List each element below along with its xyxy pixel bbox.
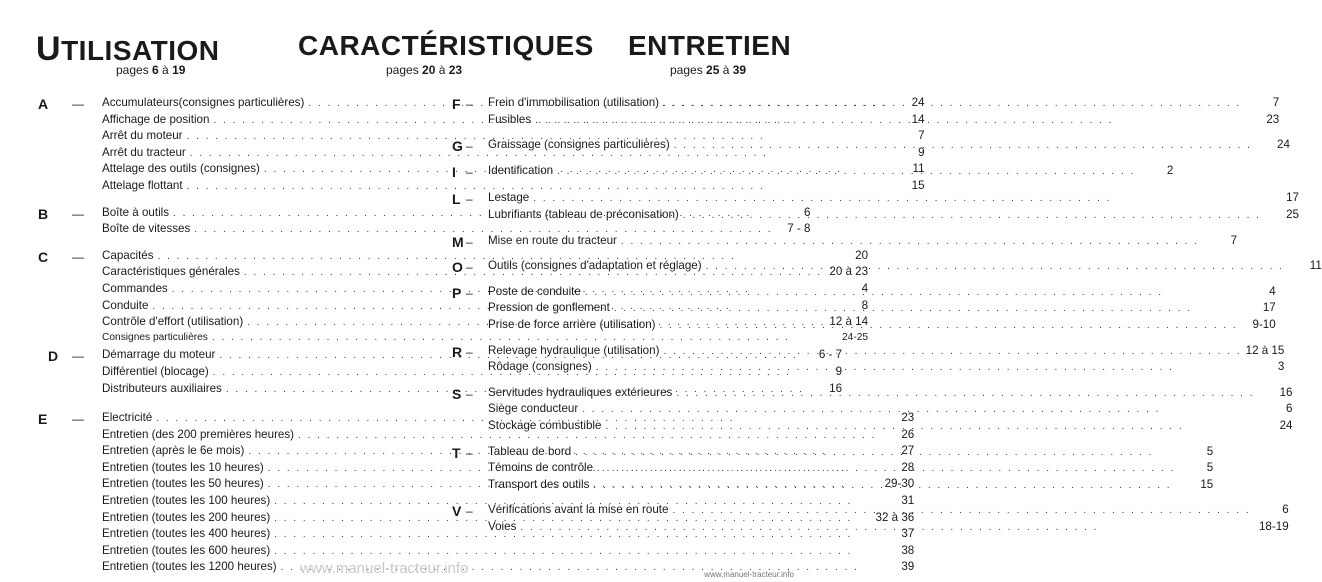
section-dash: —	[72, 249, 84, 264]
entry-page: 12 à 14	[829, 315, 869, 329]
section-letter: C	[38, 248, 49, 265]
leader-dots	[605, 421, 1254, 432]
watermark-text: www.manuel-tracteur.info	[300, 560, 469, 577]
leader-dots	[597, 460, 1175, 474]
entry-page: 12 à 15	[1245, 343, 1285, 357]
entry-page: 24-25	[842, 331, 869, 343]
index-entry[interactable]	[488, 259, 1322, 279]
entry-label: Electricité	[102, 411, 153, 425]
section-letter: L	[452, 191, 461, 208]
index-entry[interactable]	[488, 360, 1284, 377]
entry-page: 31	[901, 494, 915, 508]
entry-label: Caractéristiques générales	[102, 265, 240, 279]
leader-dots	[621, 236, 1199, 247]
entry-label: Commandes	[102, 281, 168, 295]
pages-start: 25	[706, 63, 720, 77]
leader-dots	[663, 98, 1241, 109]
index-entry[interactable]	[488, 164, 1173, 181]
index-entry[interactable]	[488, 478, 1213, 495]
entry-page: 26	[901, 427, 915, 441]
entry-label: Frein d'immobilisation (utilisation)	[488, 96, 660, 109]
entry-page: 4	[1269, 284, 1276, 298]
section-dash: —	[72, 97, 84, 111]
section-items	[488, 96, 1279, 129]
entry-page: 27	[901, 444, 915, 458]
entry-page: 18-19	[1258, 519, 1289, 533]
entry-label: Entretien (toutes les 50 heures)	[102, 477, 264, 491]
entry-label: Entretien (toutes les 400 heures)	[102, 527, 271, 541]
entry-page: 24	[1277, 138, 1290, 152]
section-dash: —	[72, 412, 84, 427]
entry-label: Entretien (toutes les 1200 heures)	[102, 560, 277, 574]
entry-page: 28	[901, 460, 915, 474]
entry-label: Fusibles	[488, 112, 532, 126]
leader-dots	[582, 404, 1254, 415]
section-dash: –	[466, 344, 473, 359]
entry-label: Poste de conduite	[488, 284, 581, 298]
section-items	[488, 234, 1237, 251]
entry-label: Relevage hydraulique (utilisation)	[488, 343, 660, 357]
entry-label: Lestage	[488, 191, 530, 205]
section-dash: –	[466, 504, 473, 519]
section-dash: –	[466, 234, 473, 249]
leader-dots	[674, 140, 1252, 151]
pages-start: 20	[422, 63, 436, 77]
index-entry[interactable]	[488, 285, 1276, 302]
section-items	[488, 138, 1290, 155]
entry-page: 8	[861, 298, 869, 312]
entry-page: 32 à 36	[875, 510, 915, 524]
pages-end: 19	[172, 63, 186, 77]
entry-page: 39	[901, 560, 915, 574]
index-entry[interactable]	[488, 234, 1237, 251]
entry-label: Boîte à outils	[102, 205, 170, 219]
entry-page: 24	[1279, 418, 1293, 432]
entry-page: 6	[804, 205, 811, 219]
entry-page: 9	[918, 145, 925, 159]
entry-label: Entretien (toutes les 600 heures)	[102, 543, 271, 557]
entry-label: Attelage flottant	[102, 178, 183, 192]
entry-page: 20	[855, 248, 869, 262]
pages-prefix: pages	[670, 63, 707, 77]
section-dash: –	[466, 164, 473, 179]
section-items	[488, 259, 1322, 279]
entry-page: 5	[1206, 461, 1214, 475]
entry-page: 14	[911, 112, 925, 126]
entry-label: Consignes particulières	[102, 331, 208, 343]
entry-label: Accumulateurs(consignes particulières)	[102, 96, 305, 109]
index-entry[interactable]	[488, 445, 1213, 462]
section-m	[452, 233, 1238, 251]
section-items	[488, 285, 1276, 335]
heading-utilisation-initial: U	[36, 30, 62, 68]
entry-page: 24	[911, 96, 925, 109]
entry-label: Stockage combustible	[488, 418, 602, 432]
index-entry[interactable]	[488, 520, 1289, 537]
leader-dots	[676, 388, 1254, 399]
leader-dots	[706, 261, 1284, 272]
section-letter: S	[452, 385, 462, 402]
heading-entretien: ENTRETIEN	[628, 30, 792, 61]
index-entry[interactable]	[488, 205, 1299, 225]
section-dash: –	[466, 285, 473, 300]
entry-page: 7	[1272, 96, 1280, 109]
section-items	[488, 191, 1299, 224]
entry-label: Différentiel (blocage)	[102, 364, 209, 378]
index-entry[interactable]	[488, 96, 1279, 113]
entry-page: 11	[1309, 259, 1322, 273]
section-letter: B	[38, 205, 49, 222]
entry-label: Capacités	[102, 248, 154, 262]
entry-page: 17	[1262, 301, 1276, 315]
pages-utilisation	[116, 64, 185, 76]
section-letter: D	[48, 348, 59, 365]
section-dash: –	[466, 445, 473, 460]
entry-label: Transport des outils	[488, 477, 590, 491]
section-dash: –	[466, 386, 473, 401]
entry-label: Prise de force arrière (utilisation)	[488, 317, 656, 331]
entry-page: 23	[1266, 112, 1280, 126]
leader-dots	[663, 346, 1241, 357]
entry-label: Tableau de bord	[488, 444, 572, 458]
entry-label: Servitudes hydrauliques extérieures	[488, 385, 673, 399]
index-entry[interactable]	[488, 138, 1290, 155]
index-entry[interactable]	[488, 191, 1299, 208]
section-items	[488, 344, 1284, 377]
entry-label: Affichage de position	[102, 112, 210, 126]
entry-page: 37	[901, 527, 915, 541]
entry-label: Attelage des outils (consignes)	[102, 162, 260, 176]
index-entry[interactable]	[488, 386, 1293, 403]
entry-page: 7	[1230, 233, 1238, 247]
leader-dots	[533, 193, 1261, 204]
section-dash: –	[466, 97, 473, 111]
section-dash: –	[466, 260, 473, 275]
section-letter: O	[452, 259, 463, 276]
entry-page: 17	[1286, 191, 1299, 205]
entry-label: Témoins de contrôle	[488, 461, 594, 475]
section-items	[488, 386, 1293, 436]
pages-sep: à	[158, 63, 173, 77]
section-letter: P	[452, 284, 462, 301]
section-letter: G	[452, 138, 463, 155]
section-dash: –	[466, 192, 473, 207]
section-letter: E	[38, 411, 48, 428]
entry-page: 16	[1279, 385, 1293, 399]
entry-page: 6 - 7	[818, 348, 843, 362]
section-dash: –	[466, 139, 473, 154]
entry-page: 6	[1282, 503, 1289, 517]
entry-page: 7	[918, 129, 925, 143]
entry-page: 15	[911, 178, 925, 192]
pages-end: 23	[448, 63, 463, 77]
entry-label: Boîte de vitesses	[102, 222, 191, 236]
pages-prefix: pages	[116, 63, 153, 77]
section-letter: M	[452, 233, 464, 250]
pages-start: 6	[152, 63, 159, 77]
entry-label: Lubrifiants (tableau de préconisation)	[488, 207, 679, 221]
entry-label: Siège conducteur	[488, 402, 579, 416]
entry-label: Entretien (des 200 premières heures)	[102, 427, 295, 441]
entry-page: 9-10	[1252, 317, 1276, 331]
leader-dots	[557, 166, 1135, 177]
heading-utilisation-rest: TILISATION	[61, 35, 220, 66]
leader-dots	[596, 362, 1247, 373]
index-entry[interactable]	[488, 419, 1293, 436]
entry-label: Entretien (toutes les 100 heures)	[102, 494, 271, 508]
entry-label: Arrêt du moteur	[102, 129, 183, 143]
entry-label: Vérifications avant la mise en route	[488, 503, 669, 517]
leader-dots	[593, 480, 1175, 491]
entry-page: 7 - 8	[787, 222, 811, 236]
leader-dots	[614, 303, 1238, 314]
entry-label: Rôdage (consignes)	[488, 360, 592, 374]
section-items	[488, 164, 1173, 181]
entry-label: Conduite	[102, 298, 149, 312]
leader-dots	[575, 447, 1175, 458]
heading-utilisation	[36, 32, 220, 66]
entry-page: 2	[1166, 163, 1174, 177]
entry-label: Identification	[488, 163, 554, 177]
leader-dots	[683, 210, 1261, 221]
pages-sep: à	[719, 63, 733, 77]
entry-page: 38	[901, 543, 915, 557]
section-letter: R	[452, 343, 463, 360]
heading-caracteristiques: CARACTÉRISTIQUES	[298, 30, 594, 61]
section-letter: A	[38, 96, 49, 112]
entry-page: 25	[1286, 207, 1299, 221]
leader-dots	[535, 112, 1241, 126]
section-letter: I	[452, 163, 456, 180]
entry-page: 3	[1277, 360, 1285, 374]
section-letter: V	[452, 503, 462, 520]
section-dash: —	[72, 206, 84, 221]
entry-page: 11	[912, 162, 925, 176]
entry-label: Mise en route du tracteur	[488, 233, 617, 247]
index-entry[interactable]	[488, 113, 1279, 130]
section-g	[452, 138, 1290, 155]
leader-dots	[585, 287, 1238, 298]
section-dash: —	[72, 349, 84, 364]
leader-dots	[660, 320, 1238, 331]
entry-label: Graissage (consignes particulières)	[488, 138, 670, 152]
entry-label: Entretien (toutes les 200 heures)	[102, 510, 271, 524]
index-entry[interactable]	[488, 402, 1293, 419]
leader-dots	[672, 505, 1250, 516]
entry-page: 15	[1200, 477, 1214, 491]
entry-label: Contrôle d'effort (utilisation)	[102, 315, 244, 329]
entry-page: 9	[835, 364, 843, 378]
pages-caracteristiques	[386, 64, 462, 76]
section-l	[452, 191, 1299, 224]
entry-label: Entretien (toutes les 10 heures)	[102, 460, 264, 474]
leader-dots	[520, 522, 1250, 533]
entry-page: 16	[829, 381, 843, 395]
entry-label: Voies	[488, 519, 517, 533]
entry-label: Entretien (après le 6e mois)	[102, 444, 245, 458]
entry-page: 29-30	[884, 477, 915, 491]
section-letter: F	[452, 96, 461, 112]
section-items	[488, 445, 1213, 495]
entry-page: 4	[861, 281, 869, 295]
pages-end: 39	[732, 63, 747, 77]
index-entry[interactable]	[488, 461, 1213, 478]
pages-sep: à	[435, 63, 449, 77]
entry-label: Pression de gonflement	[488, 301, 610, 315]
leader-dots	[274, 546, 876, 557]
index-entry[interactable]	[488, 503, 1289, 520]
entry-label: Distributeurs auxiliaires	[102, 381, 222, 395]
entry-label: Outils (consignes d'adaptation et réglage)	[488, 259, 702, 273]
entry-page: 23	[901, 411, 915, 425]
pages-prefix: pages	[386, 63, 423, 77]
footer-credit: www.manuel-tracteur.info	[704, 570, 794, 579]
entry-label: Arrêt du tracteur	[102, 145, 186, 159]
entry-page: 20 à 23	[829, 265, 869, 279]
entry-label: Démarrage du moteur	[102, 348, 216, 362]
section-items	[488, 503, 1289, 536]
section-letter: T	[452, 444, 461, 461]
pages-entretien	[670, 64, 746, 76]
index-entry[interactable]	[102, 544, 914, 561]
index-entry[interactable]	[488, 298, 1276, 318]
index-entry[interactable]	[488, 344, 1284, 361]
index-entry[interactable]	[488, 318, 1276, 335]
entry-page: 5	[1206, 444, 1214, 458]
entry-page: 6	[1286, 402, 1293, 416]
